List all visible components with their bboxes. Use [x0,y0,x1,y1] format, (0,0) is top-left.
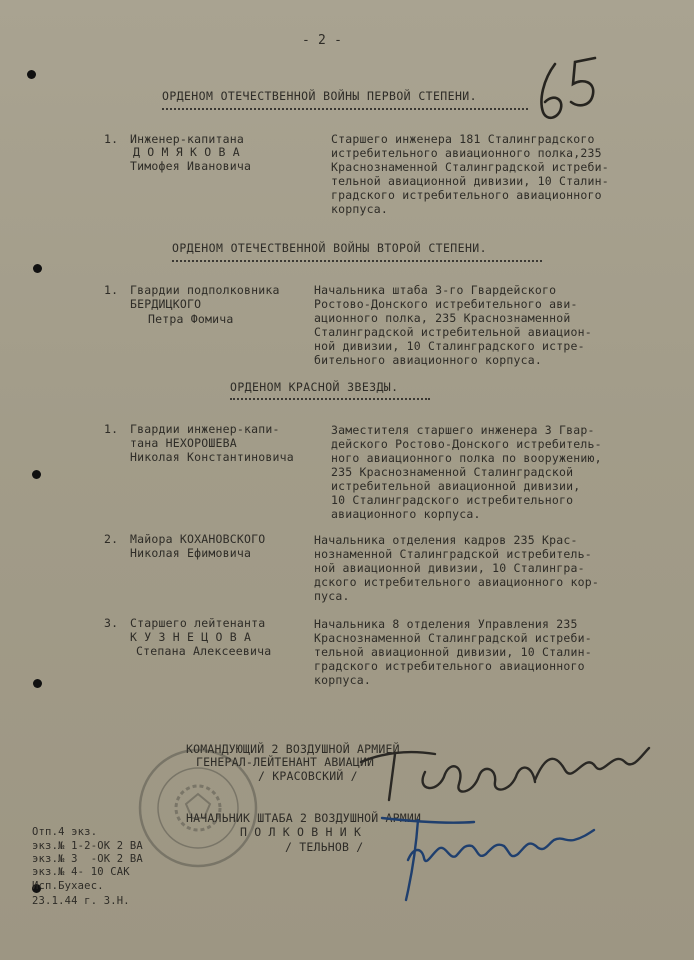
entry-position-line: ационного полка, 235 Краснознаменной [314,311,571,325]
punch-hole [33,679,42,688]
entry-rank: Гвардии подполковника [130,283,280,297]
distribution-line: Исп.Бухаес. [32,880,104,892]
entry-position-line: авиационного корпуса. [331,507,481,521]
entry-position-line: нознаменной Сталинградской истребитель- [314,547,592,561]
punch-hole [32,470,41,479]
heading-underline [172,260,542,262]
entry-rank: Старшего лейтенанта [130,616,266,630]
entry-position-line: 235 Краснознаменной Сталинградской [331,465,574,479]
entry-rank: Инженер-капитана [130,132,244,146]
handwritten-folio-number [525,52,625,136]
commander-name: / КРАСОВСКИЙ / [258,769,358,783]
entry-given-name: Николая Константиновича [130,450,294,464]
heading-underline [162,108,528,110]
distribution-line: экз.№ 1-2-ОК 2 ВА [32,840,143,852]
entry-position-line: Сталинградской истребительной авиацион- [314,325,592,339]
entry-position-line: градского истребительного авиационного [314,659,585,673]
entry-position-line: 10 Сталинградского истребительного [331,493,574,507]
entry-position-line: Начальника отделения кадров 235 Крас- [314,533,578,547]
chief-of-staff-rank: П О Л К О В Н И К [240,825,362,839]
entry-position-line: истребительного авиационного полка,235 [331,146,602,160]
section-heading: ОРДЕНОМ ОТЕЧЕСТВЕННОЙ ВОЙНЫ ВТОРОЙ СТЕПЕНИ. [172,241,487,255]
entry-surname: Д О М Я К О В А [133,145,240,159]
entry-position-line: Начальника штаба 3-го Гвардейского [314,283,557,297]
section-heading: ОРДЕНОМ КРАСНОЙ ЗВЕЗДЫ. [230,380,399,394]
distribution-line: Отп.4 экз. [32,826,98,838]
entry-position-line: дейского Ростово-Донского истребитель- [331,437,602,451]
entry-position-line: корпуса. [314,673,371,687]
distribution-line: 23.1.44 г. З.Н. [32,895,130,907]
entry-position-line: Старшего инженера 181 Сталинградского [331,132,595,146]
entry-given-name: Петра Фомича [148,312,234,326]
distribution-line: экз.№ 4- 10 САК [32,866,130,878]
entry-surname: БЕРДИЦКОГО [130,297,202,311]
entry-number: 1. [104,283,119,297]
punch-hole [27,70,36,79]
heading-underline [230,398,430,400]
entry-position-line: пуса. [314,589,350,603]
chief-of-staff-signature [378,800,598,914]
entry-number: 1. [104,132,119,146]
entry-given-name: Тимофея Ивановича [130,159,252,173]
entry-position-line: бительного авиационного корпуса. [314,353,542,367]
entry-position-line: истребительной авиационной дивизии, [331,479,581,493]
entry-position-line: Ростово-Донского истребительного ави- [314,297,578,311]
entry-position-line: ной дивизии, 10 Сталинградского истре- [314,339,585,353]
entry-position-line: дского истребительного авиационного кор- [314,575,599,589]
entry-position-line: ного авиационного полка по вооружению, [331,451,602,465]
entry-position-line: градского истребительного авиационного [331,188,602,202]
entry-position-line: Краснознаменной Сталинградской истреби- [331,160,609,174]
chief-of-staff-title: НАЧАЛЬНИК ШТАБА 2 ВОЗДУШНОЙ АРМИИ [186,811,422,825]
entry-surname: К У З Н Е Ц О В А [130,630,252,644]
entry-position-line: ной авиационной дивизии, 10 Сталингра- [314,561,585,575]
entry-given-name: Николая Ефимовича [130,546,252,560]
entry-position-line: тельной авиационной дивизии, 10 Сталин- [331,174,609,188]
punch-hole [33,264,42,273]
page-number: - 2 - [302,33,343,48]
distribution-line: экз.№ 3 -ОК 2 ВА [32,853,143,865]
entry-number: 1. [104,422,119,436]
entry-position-line: корпуса. [331,202,388,216]
entry-position-line: Краснознаменной Сталинградской истреби- [314,631,592,645]
chief-of-staff-name: / ТЕЛЬНОВ / [285,840,364,854]
entry-given-name: Степана Алексеевича [136,644,272,658]
entry-position-line: тельной авиационной дивизии, 10 Сталин- [314,645,592,659]
entry-rank: Майора КОХАНОВСКОГО [130,532,266,546]
entry-position-line: Начальника 8 отделения Управления 235 [314,617,578,631]
entry-rank: Гвардии инженер-капи- [130,422,280,436]
entry-number: 3. [104,616,119,630]
entry-number: 2. [104,532,119,546]
commander-rank: ГЕНЕРАЛ-ЛЕЙТЕНАНТ АВИАЦИИ [196,755,375,769]
entry-surname: тана НЕХОРОШЕВА [130,436,237,450]
section-heading: ОРДЕНОМ ОТЕЧЕСТВЕННОЙ ВОЙНЫ ПЕРВОЙ СТЕПЕНИ. [162,89,477,103]
entry-position-line: Заместителя старшего инженера 3 Гвар- [331,423,595,437]
commander-title: КОМАНДУЮЩИЙ 2 ВОЗДУШНОЙ АРМИЕЙ [186,742,400,756]
